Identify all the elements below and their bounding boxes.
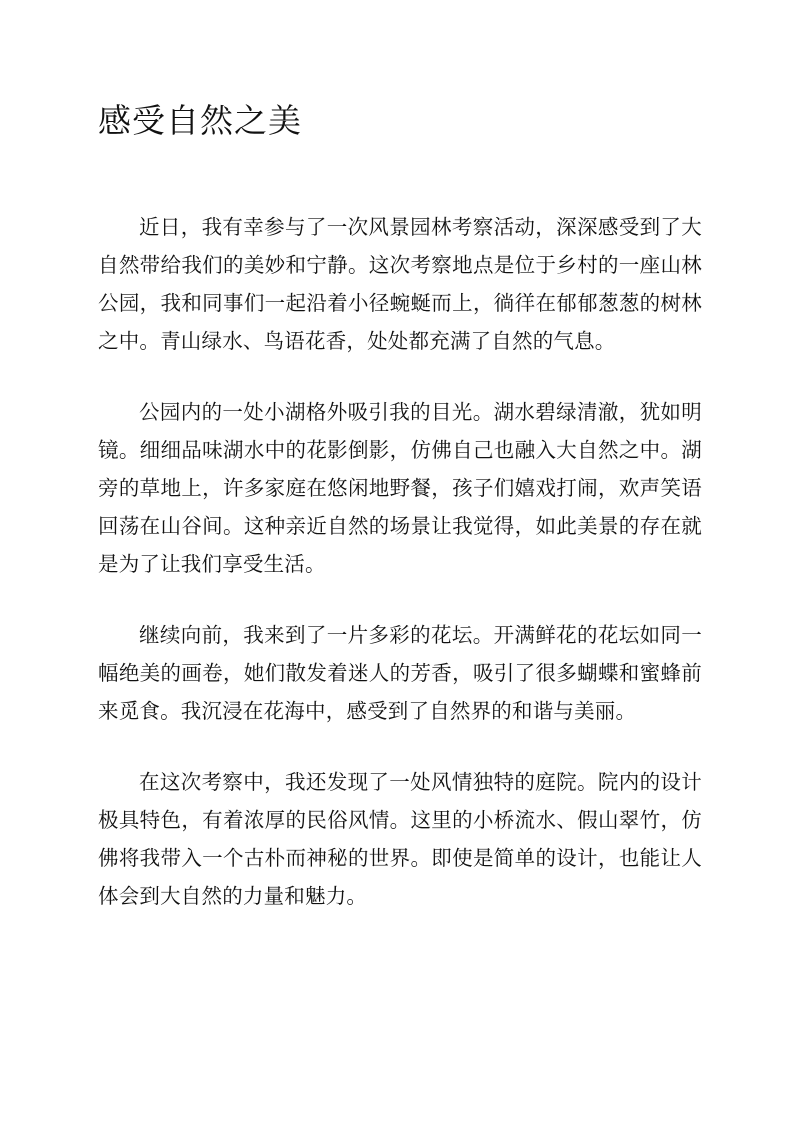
document-title: 感受自然之美 xyxy=(98,101,302,140)
paragraph-3: 继续向前，我来到了一片多彩的花坛。开满鲜花的花坛如同一幅绝美的画卷，她们散发着迷人的芳香，吸引了很多蝴蝶和蜜蜂前来觅食。我沉浸在花海中，感受到了自然界的和谐与美丽。 xyxy=(98,623,702,723)
document-body xyxy=(98,208,702,915)
paragraph-4: 在这次考察中，我还发现了一处风情独特的庭院。院内的设计极具特色，有着浓厚的民俗风情。这里的小桥流水、假山翠竹，仿佛将我带入一个古朴而神秘的世界。即使是简单的设计，也能让人体会到大自然的力量和魅力。 xyxy=(98,770,702,908)
paragraph-1: 近日，我有幸参与了一次风景园林考察活动，深深感受到了大自然带给我们的美妙和宁静。这次考察地点是位于乡村的一座山林公园，我和同事们一起沿着小径蜿蜒而上，徜徉在郁郁葱葱的树林之中。青山绿水、鸟语花香，处处都充满了自然的气息。 xyxy=(98,215,702,353)
paragraph-2: 公园内的一处小湖格外吸引我的目光。湖水碧绿清澈，犹如明镜。细细品味湖水中的花影倒影，仿佛自己也融入大自然之中。湖旁的草地上，许多家庭在悠闲地野餐，孩子们嬉戏打闹，欢声笑语回荡在山谷间。这种亲近自然的场景让我觉得，如此美景的存在就是为了让我们享受生活。 xyxy=(98,400,702,576)
